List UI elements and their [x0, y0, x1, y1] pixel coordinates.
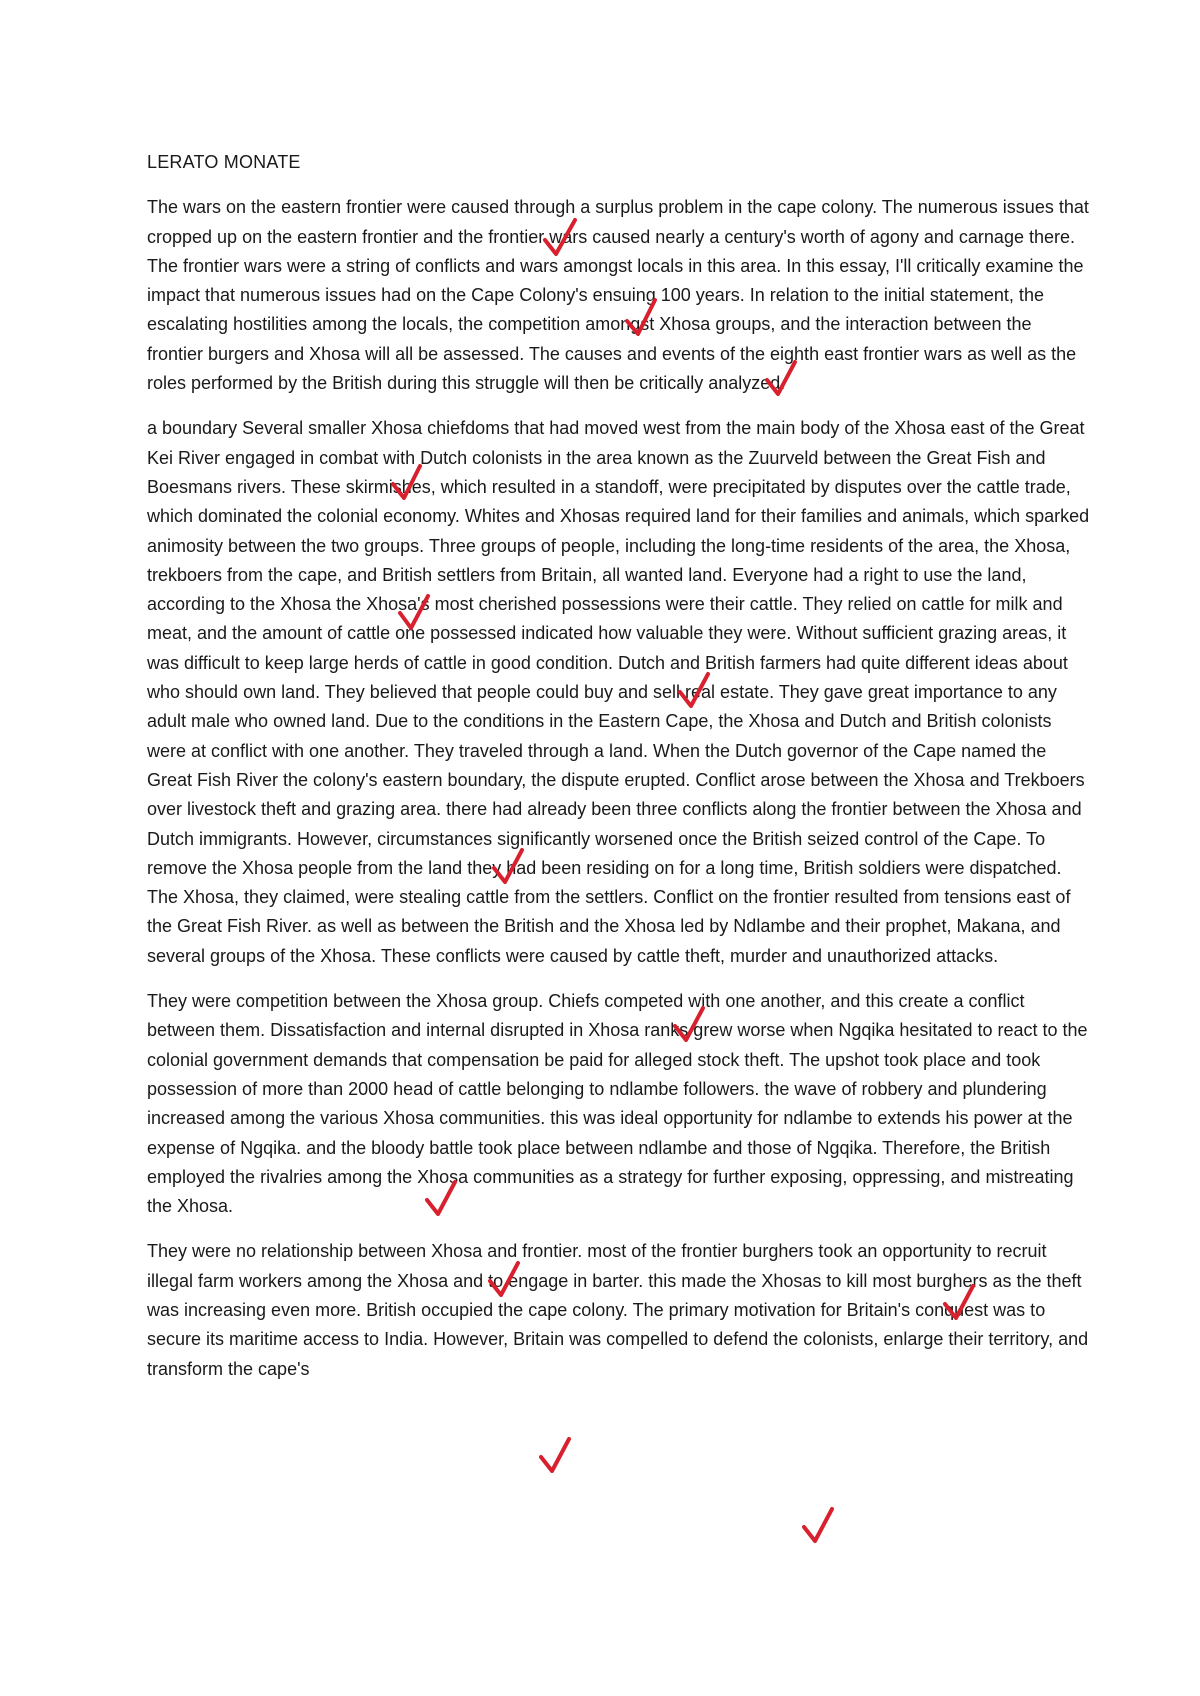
tick-mark-icon-path	[804, 1509, 832, 1541]
author-name: LERATO MONATE	[147, 152, 301, 172]
tick-mark-icon	[804, 1509, 832, 1541]
paragraph-competition: They were competition between the Xhosa group. Chiefs competed with one another, and this create a conflict between them. Dissatisfaction and internal disrupted in Xhosa ranks grew worse when Ngqika hesitated to react to the colonial government demands that compensation be paid for alleged stock theft. The upshot took place and took possession of more than 2000 head of cattle belonging to ndlambe followers. the wave of robbery and plundering increased among the various Xhosa communities. this was ideal opportunity for ndlambe to extends his power at the expense of Ngqika. and the bloody battle took place between ndlambe and those of Ngqika. Therefore, the British employed the rivalries among the Xhosa communities as a strategy for further exposing, oppressing, and mistreating the Xhosa.	[147, 991, 1088, 1217]
paragraph-intro: The wars on the eastern frontier were caused through a surplus problem in the cape colony. The numerous issues that cropped up on the eastern frontier and the frontier wars caused nearly a century's worth of agony and carnage there. The frontier wars were a string of conflicts and wars amongst locals in this area. In this essay, I'll critically examine the impact that numerous issues had on the Cape Colony's ensuing 100 years. In relation to the initial statement, the escalating hostilities among the locals, the competition amongst Xhosa groups, and the interaction between the frontier burgers and Xhosa will all be assessed. The causes and events of the eighth east frontier wars as well as the roles performed by the British during this struggle will then be critically analyzed.	[147, 197, 1089, 394]
paragraph-boundary: a boundary Several smaller Xhosa chiefdoms that had moved west from the main body of the Xhosa east of the Great Kei River engaged in combat with Dutch colonists in the area known as the Zuurveld between the Great Fish and Boesmans rivers. These skirmishes, which resulted in a standoff, were precipitated by disputes over the cattle trade, which dominated the colonial economy. Whites and Xhosas required land for their families and animals, which sparked animosity between the two groups. Three groups of people, including the long-time residents of the area, the Xhosa, trekboers from the cape, and British settlers from Britain, all wanted land. Everyone had a right to use the land, according to the Xhosa the Xhosa's most cherished possessions were their cattle. They relied on cattle for milk and meat, and the amount of cattle one possessed indicated how valuable they were. Without sufficient grazing areas, it was difficult to keep large herds of cattle in good condition. Dutch and British farmers had quite different ideas about who should own land. They believed that people could buy and sell real estate. They gave great importance to any adult male who owned land. Due to the conditions in the Eastern Cape, the Xhosa and Dutch and British colonists were at conflict with one another. They traveled through a land. When the Dutch governor of the Cape named the Great Fish River the colony's eastern boundary, the dispute erupted. Conflict arose between the Xhosa and Trekboers over livestock theft and grazing area. there had already been three conflicts along the frontier between the Xhosa and Dutch immigrants. However, circumstances significantly worsened once the British seized control of the Cape. To remove the Xhosa people from the land they had been residing on for a long time, British soldiers were dispatched. The Xhosa, they claimed, were stealing cattle from the settlers. Conflict on the frontier resulted from tensions east of the Great Fish River. as well as between the British and the Xhosa led by Ndlambe and their prophet, Makana, and several groups of the Xhosa. These conflicts were caused by cattle theft, murder and unauthorized attacks.	[147, 418, 1090, 966]
tick-mark-icon	[541, 1439, 569, 1471]
tick-mark-icon-path	[541, 1439, 569, 1471]
paragraph-relationship: They were no relationship between Xhosa and frontier. most of the frontier burghers took an opportunity to recruit illegal farm workers among the Xhosa and to engage in barter. this made the Xhosas to kill most burghers as the theft was increasing even more. British occupied the cape colony. The primary motivation for Britain's conquest was to secure its maritime access to India. However, Britain was compelled to defend the colonists, enlarge their territory, and transform the cape's	[147, 1241, 1089, 1379]
essay-body	[147, 148, 1092, 1400]
